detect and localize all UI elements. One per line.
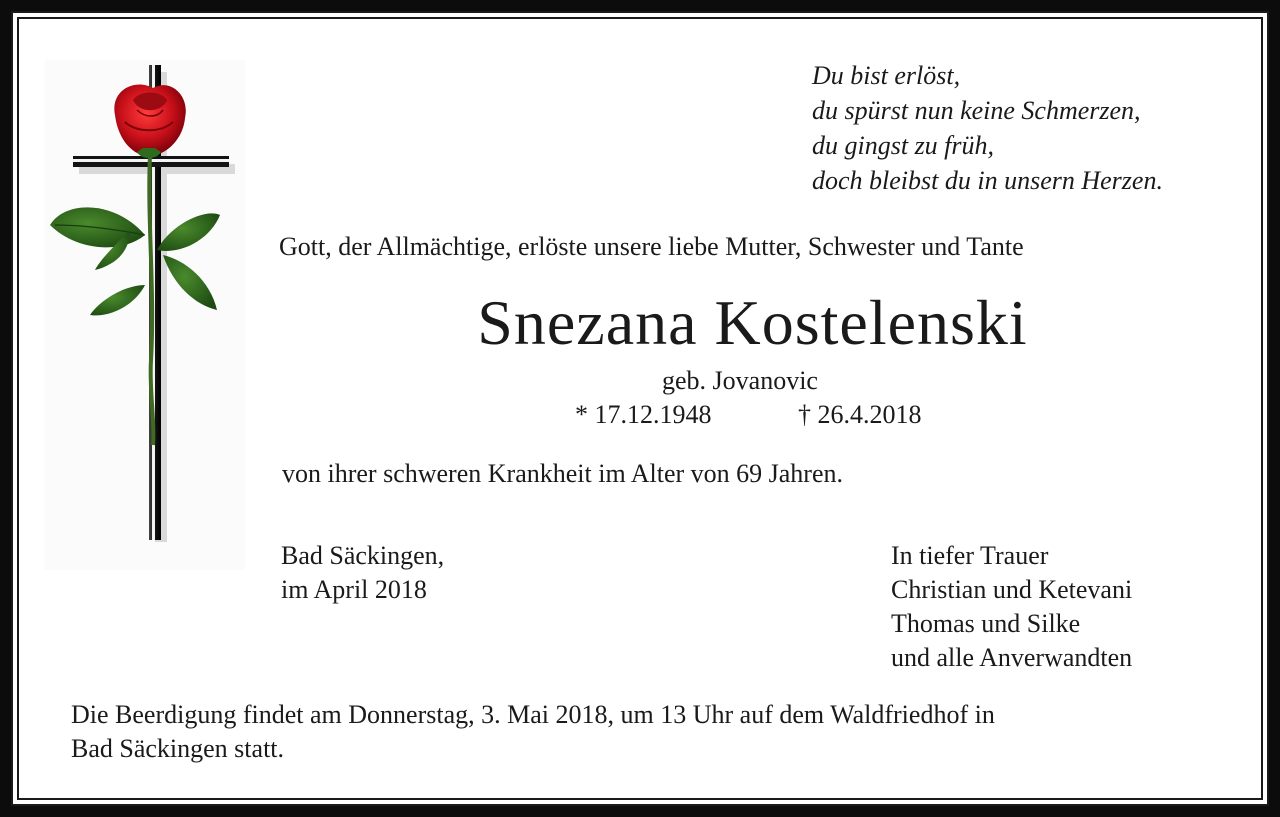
deceased-name: Snezana Kostelenski [477,287,1028,358]
place-date [281,539,444,607]
mourners-list [891,539,1132,675]
poem-line: du gingst zu früh, [812,131,995,160]
mourner-line: In tiefer Trauer [891,541,1049,570]
memorial-poem [812,58,1163,198]
mourner-line: und alle Anverwandten [891,643,1133,672]
poem-line: doch bleibst du in unsern Herzen. [812,166,1163,195]
poem-line: du spürst nun keine Schmerzen, [812,96,1141,125]
mourner-line: Christian und Ketevani [891,575,1133,604]
death-date: † 26.4.2018 [798,400,922,429]
funeral-line: Bad Säckingen statt. [71,734,285,763]
mourner-line: Thomas und Silke [891,609,1081,638]
funeral-line: Die Beerdigung findet am Donnerstag, 3. Mai 2018, um 13 Uhr auf dem Waldfriedhof in [71,700,995,729]
place-line: Bad Säckingen, [281,541,445,570]
birth-date: * 17.12.1948 [575,400,712,429]
maiden-name: geb. Jovanovic [662,366,818,395]
intro-text: Gott, der Allmächtige, erlöste unsere liebe Mutter, Schwester und Tante [279,232,1024,261]
illness-text: von ihrer schweren Krankheit im Alter von 69 Jahren. [282,459,844,488]
poem-line: Du bist erlöst, [812,61,961,90]
funeral-notice [71,698,1231,766]
date-line: im April 2018 [281,575,427,604]
